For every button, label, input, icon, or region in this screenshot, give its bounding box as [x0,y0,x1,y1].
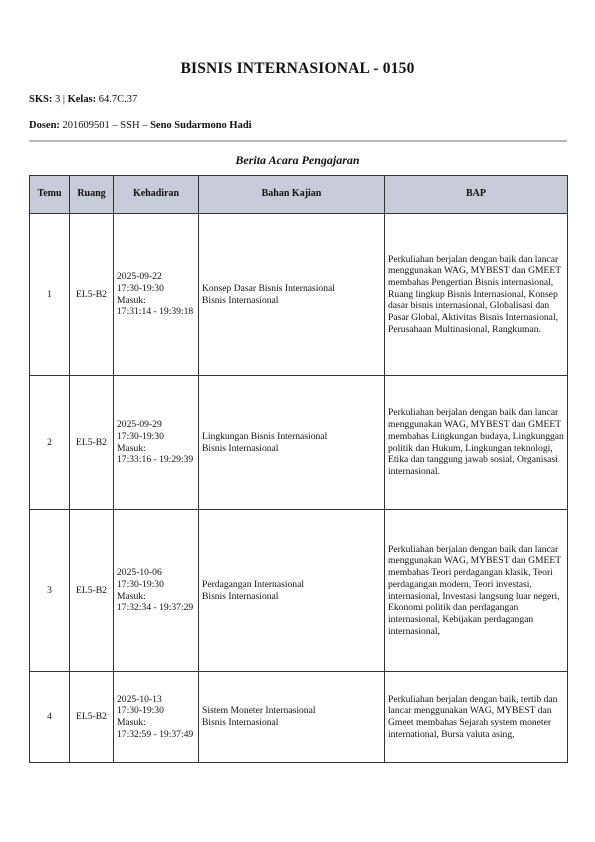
bahan-course: Bisnis Internasional [202,294,279,306]
cell-ruang: EL5-B2 [70,376,114,510]
dosen-dash: – [142,120,148,131]
cell-ruang: EL5-B2 [70,672,114,763]
kehadiran-time: 17:30-19:30 [117,282,164,294]
kehadiran-masuk-label: Masuk: [117,294,146,306]
dosen-dash: – [112,120,118,131]
cell-kehadiran [114,510,199,672]
lecturer-meta [29,120,252,131]
dosen-id: 201609501 [62,120,110,131]
cell-temu: 3 [30,510,70,672]
bahan-topic: Perdagangan Internasional [202,578,305,590]
cell-kehadiran [114,672,199,763]
sks-value: 3 [54,94,61,105]
kehadiran-time: 17:30-19:30 [117,705,164,717]
cell-bahan-kajian [199,672,385,763]
cell-bap: Perkuliahan berjalan dengan baik dan lancar menggunakan WAG, MYBEST dan GMEET membahas Pengertian Bisnis internasional, Ruang lingkup Bisnis Internasional, Konsep dasar bisnis internasional, Globalisasi dan Pasar Global, Aktivitas Bisnis Internasional, Perusahaan Multinasional, Rangkuman. [385,214,568,376]
cell-temu: 2 [30,376,70,510]
cell-bap: Perkuliahan berjalan dengan baik dan lancar menggunakan WAG, MYBEST dan GMEET membahas Lingkungan budaya, Lingkunggan politik dan Hukum, Lingkungan teknologi, Etika dan tanggung jawab sosial, Organisasi internasional. [385,376,568,510]
cell-temu: 4 [30,672,70,763]
kehadiran-masuk: 17:31:14 - 19:39:18 [117,306,194,318]
col-header-bap: BAP [385,176,568,214]
kehadiran-date: 2025-09-29 [117,419,162,431]
bap-table [29,175,568,763]
dosen-name: Seno Sudarmono Hadi [150,120,252,131]
table-row [30,376,568,510]
meta-separator: | [62,94,65,105]
bahan-topic: Konsep Dasar Bisnis Internasional [202,282,335,294]
kehadiran-masuk-label: Masuk: [117,442,146,454]
kehadiran-masuk-label: Masuk: [117,717,146,728]
cell-kehadiran [114,376,199,510]
bahan-topic: Lingkungan Bisnis Internasional [202,430,328,442]
kehadiran-masuk: 17:32:34 - 19:37:29 [117,602,194,614]
bahan-course: Bisnis Internasional [202,442,279,454]
kehadiran-masuk: 17:33:16 - 19:29:39 [117,454,194,466]
kehadiran-date: 2025-09-22 [117,271,162,283]
dosen-label: Dosen: [29,120,60,131]
section-title: Berita Acara Pengajaran [235,153,360,167]
kehadiran-time: 17:30-19:30 [117,578,164,590]
col-header-bahan-kajian: Bahan Kajian [199,176,385,214]
sks-label: SKS: [29,94,53,105]
table-header-row [30,176,568,214]
cell-bahan-kajian [199,510,385,672]
page-title: BISNIS INTERNASIONAL - 0150 [180,60,415,77]
cell-ruang: EL5-B2 [70,214,114,376]
kehadiran-date: 2025-10-06 [117,567,162,579]
table-row [30,510,568,672]
cell-bahan-kajian [199,376,385,510]
table-row [30,672,568,763]
table-row [30,214,568,376]
kelas-value: 64.7C.37 [98,94,138,105]
cell-bap: Perkuliahan berjalan dengan baik dan lancar menggunakan WAG, MYBEST dan GMEET membahas Teori perdagangan klasik, Teori perdagangan modern, Teori investasi, internasional, Investasi langsung luar negeri, Ekonomi politik dan perdagangan internasional, Kebijakan perdagangan internasional, [385,510,568,672]
header-divider [29,140,567,142]
bahan-course: Bisnis Internasional [202,717,279,728]
col-header-kehadiran: Kehadiran [114,176,199,214]
dosen-title: SSH [120,120,140,131]
cell-ruang: EL5-B2 [70,510,114,672]
course-meta [29,94,137,105]
bahan-topic: Sistem Moneter Internasional [202,705,316,717]
kehadiran-time: 17:30-19:30 [117,430,164,442]
bahan-course: Bisnis Internasional [202,590,279,602]
col-header-temu: Temu [30,176,70,214]
cell-temu: 1 [30,214,70,376]
kehadiran-date: 2025-10-13 [117,693,162,705]
cell-bap: Perkuliahan berjalan dengan baik, tertib dan lancar menggunakan WAG, MYBEST dan Gmeet membahas Sejarah system moneter international, Bursa valuta asing, [385,672,568,763]
cell-kehadiran [114,214,199,376]
cell-bahan-kajian [199,214,385,376]
kehadiran-masuk-label: Masuk: [117,590,146,602]
kehadiran-masuk: 17:32:59 - 19:37:49 [117,728,194,740]
kelas-label: Kelas: [67,94,97,105]
col-header-ruang: Ruang [70,176,114,214]
